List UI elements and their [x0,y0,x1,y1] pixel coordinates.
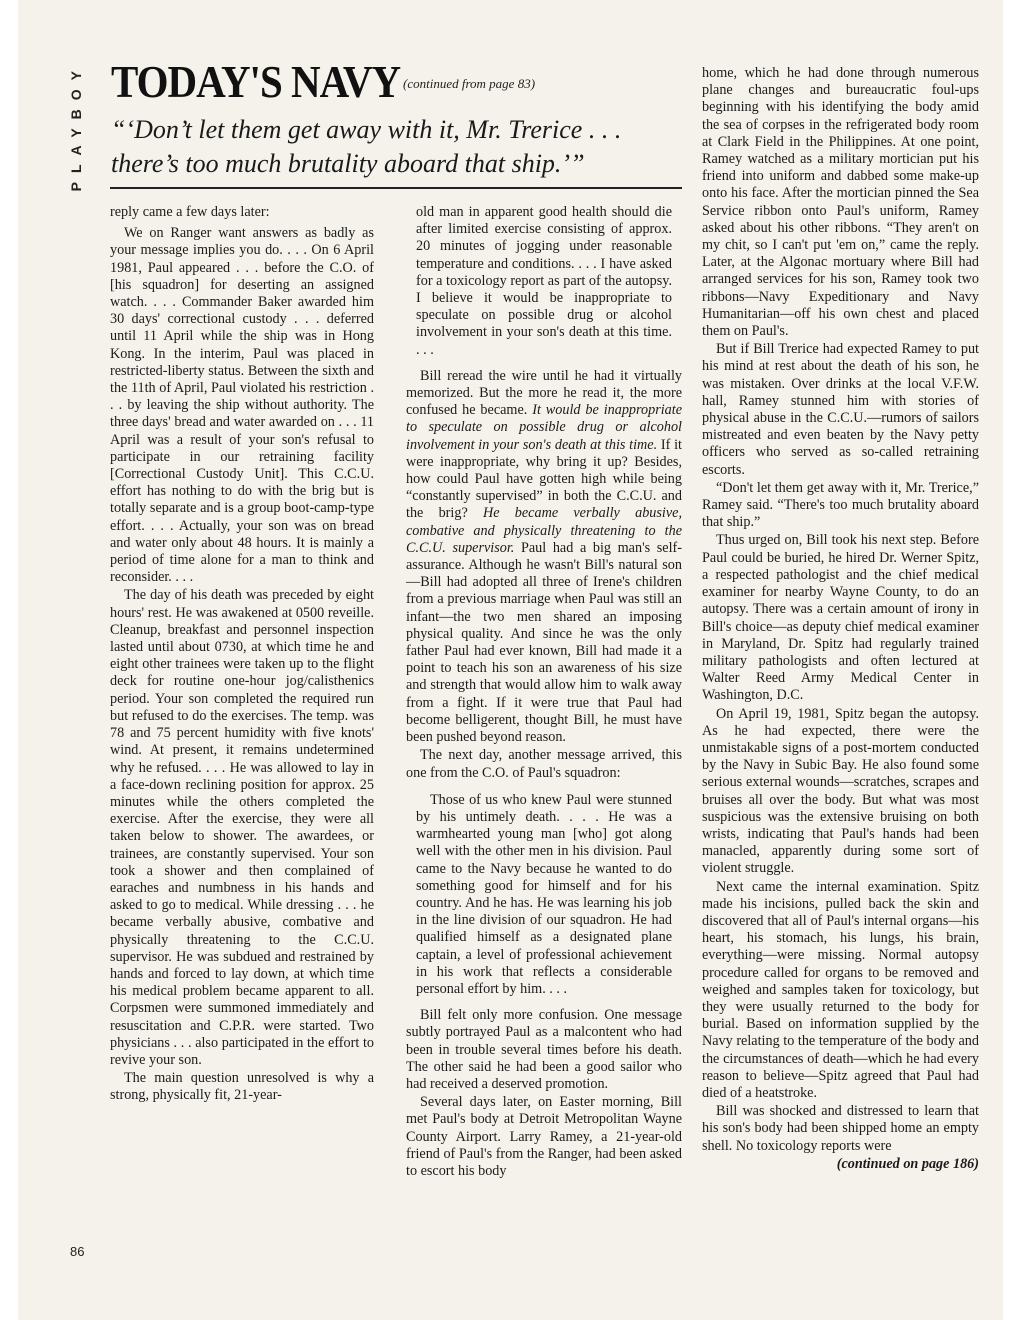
section-title: TODAY'S NAVY [111,56,401,107]
column-1 [110,204,378,1111]
paragraph: Thus urged on, Bill took his next step. Before Paul could be buried, he hired Dr. Werner Spitz, a respected pathologist and the chief medical examiner for nearby Wayne County, to do an autopsy. There was a certain amount of irony in Bill's choice—as deputy chief medical examiner in Maryland, Dr. Spitz had regularly trained military pathologists and often lectured at Walter Reed Army Medical Center in Washington, D.C. [702,532,979,704]
quoted-message [406,792,682,998]
column-2 [406,200,682,1180]
paragraph: reply came a few days later: [110,204,270,220]
paragraph: Bill felt only more confusion. One message subtly portrayed Paul as a malcontent who had been in trouble several times before his death. The other said he had been a good sailor who had received a deserved promotion. [406,1007,682,1092]
letter-paragraph: The main question unresolved is why a strong, physically fit, 21-year- [110,1070,374,1104]
column-3 [702,65,979,1173]
quoted-letter-end [406,204,682,359]
paragraph: home, which he had done through numerous plane changes and bureaucratic foul-ups beginning with his identifying the body amid the sea of corpses in the refrigerated body room at Clark Field in the Philippines. At one point, Ramey watched as a military mortician put his friend into uniform and dabbed some make-up onto his face. After the mortician pinned the Sea Service ribbon onto Paul's uniform, Ramey asked about his other ribbons. “They aren't on my chit, so I can't put 'em on,” came the reply. Later, at the Algonac mortuary where Bill had arranged services for his son, Ramey took two ribbons—Navy Expeditionary and Navy Humanitarian—off his own chest and placed them on Paul's. [702,65,979,340]
letter-paragraph: We on Ranger want answers as badly as your message implies you do. . . . On 6 April 1981, Paul appeared . . . before the C.O. of [his squadron] for deserting an assigned watch. . . . Commander Baker awarded him 30 days' correctional custody . . . deferred until 11 April while the ship was in Hong Kong. In the interim, Paul was placed in restricted-liberty status. Between the sixth and the 11th of April, Paul violated his restriction . . . by leaving the ship without authority. The three days' bread and water awarded on . . . 11 April was a result of your son's refusal to participate in our retraining facility [Correctional Custody Unit]. This C.C.U. effort has nothing to do with the brig but is totally separate and is a group boot-camp-type effort. . . . Actually, your son was on bread and water only about 48 hours. It is mainly a period of time alone for a man to think and reconsider. . . . [110,225,374,586]
paragraph: Several days later, on Easter morning, Bill met Paul's body at Detroit Metropolitan Wayne County Airport. Larry Ramey, a 21-year-old friend of Paul's from the Ranger, had been asked to escort his body [406,1094,682,1179]
quoted-letter [110,225,378,1104]
continued-from-note: (continued from page 83) [403,76,536,91]
masthead: PLAYBOY [68,62,84,192]
paragraph: Next came the internal examination. Spitz made his incisions, pulled back the skin and discovered that all of Paul's internal organs—his heart, his stomach, his lungs, his brain, everything—were missing. Normal autopsy procedure called for organs to be removed and weighed and samples taken for toxicology, but they were usually returned to the body for burial. Based on information supplied by the Navy relating to the temperature of the body and the circumstances of death—which he had every reason to believe—Spitz agreed that Paul had died of a heatstroke. [702,878,979,1101]
letter-paragraph: Those of us who knew Paul were stunned by his untimely death. . . . He was a warmhearted young man [who] got along well with the other men in his division. Paul came to the Navy because he wanted to do something good for himself and for his country. And he has. He was learning his job in the line division of our squadron. He had qualified himself as a designated plane captain, a level of professional achievement in his work that reflects a considerable personal effort by him. . . . [416,791,672,997]
pull-quote: “‘Don’t let them get away with it, Mr. Trerice . . . there’s too much brutality aboard that ship.’” [111,115,622,178]
header-rule [110,187,682,189]
paragraph: Bill was shocked and distressed to learn that his son's body had been shipped home an empty shell. No toxicology reports were [702,1103,979,1154]
letter-paragraph: The day of his death was preceded by eight hours' rest. He was awakened at 0500 reveille. Cleanup, breakfast and personnel inspection lasted until about 0730, at which time he and eight other trainees were taken up to the flight deck for routine one-hour jog/calisthenics period. Your son completed the required run but refused to do the exercises. The temp. was 78 and 75 percent humidity with five knots' wind. At present, it remains undetermined why he refused. . . . He was allowed to lay in a face-down reclining position for approx. 25 minutes while the others completed the exercise. After the exercise, they were all taken below to shower. The awardees, or trainees, are constantly supervised. Your son took a shower and then complained of earaches and numbness in his hands and asked to go to medical. While dressing . . . he became verbally abusive, combative and physically threatening to the C.C.U. supervisor. He was subdued and restrained by hands and forced to lay down, at which time his medical problem became apparent to all. Corpsmen were summoned immediately and resuscitation and C.P.R. were started. Two physicians . . . also participated in the effort to revive your son. [110,587,374,1068]
continued-on-note: (continued on page 186) [836,1155,979,1172]
page-number: 86 [70,1244,85,1259]
paragraph: “Don't let them get away with it, Mr. Trerice,” Ramey said. “There's too much brutality aboard that ship.” [702,479,979,531]
paragraph: On April 19, 1981, Spitz began the autopsy. As he had expected, there were the unmistakable signs of a post-mortem conducted by the Navy in Subic Bay. He also found some serious external wounds—scratches, scrapes and bruises all over the body. But what was most suspicious was the extensive bruising on both wrists, indicating that Paul's hands had been manacled, apparently during some sort of violent struggle. [702,705,979,877]
paragraph: Bill reread the wire until he had it virtually memorized. But the more he read it, the more confused he became. It would be inappropriate to speculate on possible drug or alcohol involvement in your son's death at this time. If it were inappropriate, why bring it up? Besides, how could Paul have gotten high while being “constantly supervised” in both the C.C.U. and the brig? He became verbally abusive, combative and physically threatening to the C.C.U. supervisor. Paul had a big man's self-assurance. Although he wasn't Bill's natural son—Bill had adopted all three of Irene's children from a previous marriage when Paul was still an infant—the two men shared an imposing physical quality. And since he was the only father Paul had ever known, Bill had made it a point to teach his son an awareness of his size and strength that would allow him to walk away from a fight. If it were true that Paul had become belligerent, thought Bill, he must have been pushed beyond reason. [406,367,682,746]
paragraph: The next day, another message arrived, this one from the C.O. of Paul's squadron: [406,747,682,781]
paragraph: But if Bill Trerice had expected Ramey to put his mind at rest about the death of his son, he was mistaken. Over drinks at the local V.F.W. hall, Ramey stunned him with stories of physical abuse in the C.C.U.—rumors of sailors mistreated and even beaten by the Navy petty officers who served as so-called retraining escorts. [702,341,979,478]
letter-paragraph: old man in apparent good health should die after limited exercise consisting of approx. 20 minutes of jogging under reasonable temperature and conditions. . . . I have asked for a toxicology report as part of the autopsy. I believe it would be inappropriate to speculate on possible drug or alcohol involvement in your son's death at this time. . . . [416,204,672,358]
magazine-page [18,0,1003,1320]
